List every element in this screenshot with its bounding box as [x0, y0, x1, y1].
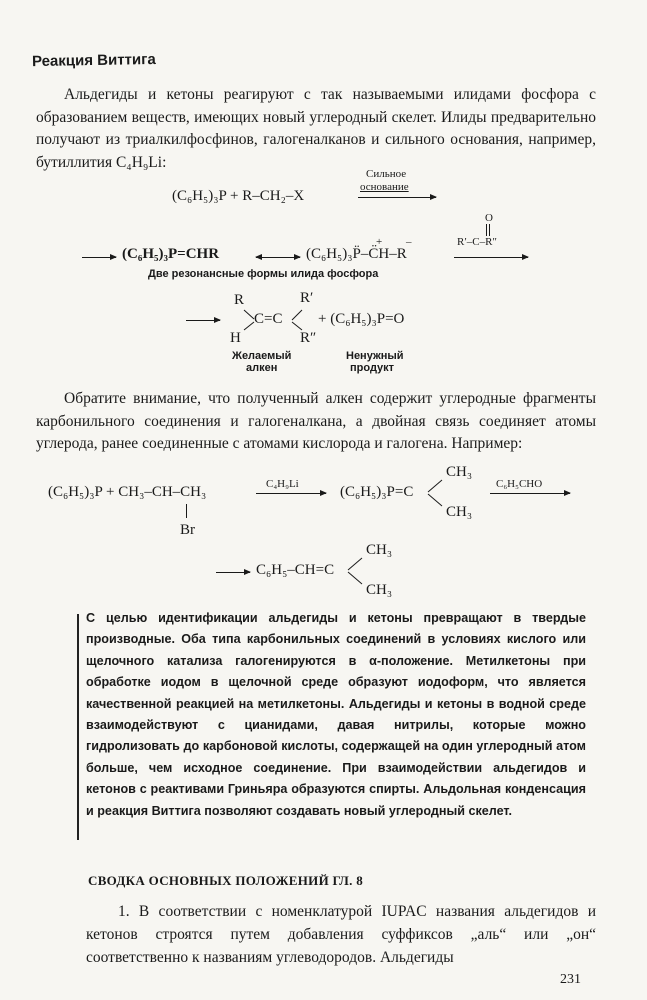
- scheme2-br: Br: [180, 522, 195, 538]
- scheme2-reagent-1: C₄H₉Li: [266, 478, 299, 490]
- scheme1-arrow-2: [82, 257, 116, 258]
- scheme1-arrow-3: [454, 257, 528, 258]
- scheme1-arrow-4: [186, 320, 220, 321]
- alkene-core: C=C: [254, 311, 283, 327]
- caption-unwanted-2: продукт: [350, 362, 395, 374]
- ylide-form-1: (C₆H₅)₃P=CHR: [122, 246, 220, 262]
- caption-desired-1: Желаемый: [232, 350, 292, 362]
- scheme2-reagent-2: C₆H₅CHO: [496, 478, 543, 490]
- ylide-plus-charge: +: [376, 236, 383, 248]
- resonance-arrow: [256, 257, 300, 258]
- scheme2-product: C₆H₅–CH=C: [256, 562, 335, 578]
- scheme2-product-bonds: [346, 550, 368, 590]
- alkene-r-prime: R′: [300, 290, 314, 306]
- ylide-minus-charge: –: [406, 236, 412, 248]
- scheme2-arrow-2: [490, 493, 570, 494]
- scheme2-arrow-1: [256, 493, 326, 494]
- summary-item-1: [86, 900, 596, 969]
- ylide-caption: Две резонансные формы илида фосфора: [148, 268, 379, 280]
- scheme2-ylide: (C₆H₅)₃P=C: [340, 484, 414, 500]
- scheme2-br-bond: [186, 504, 187, 518]
- caption-desired-2: алкен: [246, 362, 278, 374]
- page-number: 231: [560, 972, 581, 987]
- summary-margin-bar: [77, 614, 79, 840]
- scheme2-product-ch3-top: CH₃: [366, 542, 393, 558]
- scheme1-reactants: (C₆H₅)₃P + R–CH₂–X: [172, 188, 305, 204]
- intro-text: Альдегиды и кетоны реагируют с так называемыми илидами фосфора с образованием веществ, имеющих новый углеродный скелет. Илиды предварительно получают из триалкилфосфинов, галогеналканов и сильного основания, например, бутиллития C₄H₉Li:: [36, 86, 596, 171]
- summary-box: С целью идентификации альдегиды и кетоны превращают в твердые производные. Оба типа карбонильных соединений в условиях кислого или щелочного катализа галогенируются в α-положение. Метилкетоны при обработке иодом в щелочной среде образуют иодоформ, что является качественной реакцией на метилкетоны. Альдегиды и кетоны в водной среде взаимодействуют с цианидами, давая нитрилы, которые можно гидролизовать до карбоновой кислоты, содержащей на один углеродный атом больше, чем исходное соединение. При взаимодействии альдегидов и кетонов с реактивами Гриньяра образуются спирты. Альдольная конденсация и реакция Виттига позволяют создавать новый углеродный скелет.: [86, 611, 586, 818]
- scheme1-arrow-1: [358, 197, 436, 198]
- scheme2-ylide-bonds: [426, 474, 448, 514]
- chapter-summary-title: СВОДКА ОСНОВНЫХ ПОЛОЖЕНИЙ ГЛ. 8: [88, 873, 364, 888]
- alkene-h: H: [230, 330, 241, 346]
- section-heading: Реакция Виттига: [31, 50, 156, 71]
- note-text: Обратите внимание, что полученный алкен содержит углеродные фрагменты карбонильного соединения и галогеналкана, а двойная связь соединяет атомы углерода, ранее соединенные с атомами кислорода и галогена. Например:: [36, 390, 596, 452]
- alkene-r-double-prime: R″: [300, 330, 317, 346]
- scheme1-condition-bottom: основание: [360, 181, 409, 193]
- intro-paragraph: [36, 84, 596, 174]
- ketone-oxygen: O: [485, 212, 493, 224]
- scheme2-ch3-top: CH₃: [446, 464, 473, 480]
- ketone-double-bond: [486, 224, 487, 236]
- alkene-r: R: [234, 292, 245, 308]
- caption-unwanted-1: Ненужный: [346, 350, 404, 362]
- summary-item-1-text: 1. В соответствии с номенклатурой IUPAC названия альдегидов и кетонов строятся путем добавления суффиксов „аль“ или „он“ соответственно к названиям углеводородов. Альдегиды: [86, 903, 596, 966]
- byproduct-phosphine-oxide: + (C₆H₅)₃P=O: [318, 311, 405, 327]
- scheme2-product-ch3-bottom: CH₃: [366, 582, 393, 598]
- ketone-reagent: R′–C–R″: [457, 236, 497, 248]
- scheme2-reactants: (C₆H₅)₃P + CH₃–CH–CH₃: [48, 484, 207, 500]
- scheme1-condition-top: Сильное: [366, 168, 407, 180]
- note-paragraph: [36, 388, 596, 456]
- ylide-form-2: (C₆H₅)₃P̈–C̈H–R: [306, 246, 407, 262]
- scheme2-arrow-3: [216, 572, 250, 573]
- scheme2-ch3-bottom: CH₃: [446, 504, 473, 520]
